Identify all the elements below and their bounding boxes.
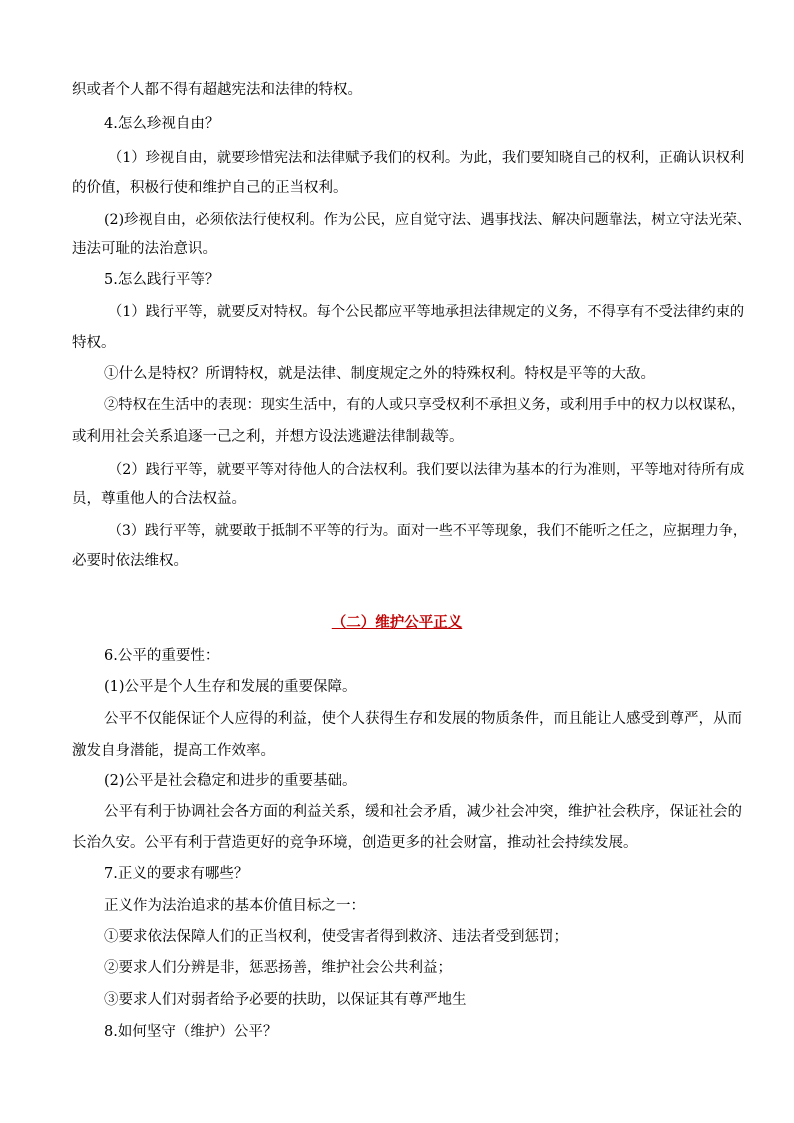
text-line: 公平有利于协调社会各方面的利益关系，缓和社会矛盾，减少社会冲突，维护社会秩序，保证社会的: [104, 804, 742, 820]
text-line: (1)公平是个人生存和发展的重要保障。: [104, 679, 357, 695]
question-heading: 7.正义的要求有哪些？: [104, 866, 249, 882]
text-line: ②要求人们分辨是非，惩恶扬善，维护社会公共利益；: [104, 960, 452, 976]
text-line: 或利用社会关系追逐一己之利，并想方设法逃避法律制裁等。: [72, 429, 464, 445]
text-line: 公平不仅能保证个人应得的利益，使个人获得生存和发展的物质条件，而且能让人感受到尊严，从而: [104, 711, 742, 727]
text-line: 长治久安。公平有利于营造更好的竞争环境，创造更多的社会财富，推动社会持续发展。: [72, 835, 638, 851]
question-heading: 6.公平的重要性：: [104, 648, 220, 664]
text-line: （2）践行平等，就要平等对待他人的合法权利。我们要以法律为基本的行为准则，平等地对待所有成: [108, 462, 745, 478]
text-line: ②特权在生活中的表现：现实生活中，有的人或只享受权利不承担义务，或利用手中的权力以权谋私，: [104, 397, 746, 413]
text-line: (2)珍视自由，必须依法行使权利。作为公民，应自觉守法、遇事找法、解决问题靠法，树立守法光荣、: [104, 212, 752, 228]
text-line: 员，尊重他人的合法权益。: [72, 491, 246, 507]
text-line: 必要时依法维权。: [72, 553, 188, 569]
text-line: (2)公平是社会稳定和进步的重要基础。: [104, 773, 357, 789]
text-line: 特权。: [72, 335, 116, 351]
text-line: ③要求人们对弱者给予必要的扶助，以保证其有尊严地生: [104, 992, 467, 1008]
text-line: ①什么是特权？所谓特权，就是法律、制度规定之外的特殊权利。特权是平等的大敌。: [104, 366, 655, 382]
section-title: （二）维护公平正义: [331, 614, 463, 631]
question-heading: 8.如何坚守（维护）公平？: [104, 1024, 278, 1040]
text-line: 违法可耻的法治意识。: [72, 241, 217, 257]
text-line: （1）珍视自由，就要珍惜宪法和法律赋予我们的权利。为此，我们要知晓自己的权利，正确认识权利: [108, 150, 745, 166]
text-line: ①要求依法保障人们的正当权利，使受害者得到救济、违法者受到惩罚；: [104, 929, 568, 945]
text-line: 的价值，积极行使和维护自己的正当权利。: [72, 180, 348, 196]
question-heading: 4.怎么珍视自由？: [104, 116, 220, 132]
text-line: 织或者个人都不得有超越宪法和法律的特权。: [72, 82, 362, 98]
text-line: （3）践行平等，就要敢于抵制不平等的行为。面对一些不平等现象，我们不能听之任之，应据理力争，: [108, 523, 747, 539]
text-line: 激发自身潜能，提高工作效率。: [72, 743, 275, 759]
question-heading: 5.怎么践行平等？: [104, 272, 220, 288]
text-line: 正义作为法治追求的基本价值目标之一：: [104, 898, 365, 914]
text-line: （1）践行平等，就要反对特权。每个公民都应平等地承担法律规定的义务，不得享有不受法律约束的: [108, 304, 745, 320]
